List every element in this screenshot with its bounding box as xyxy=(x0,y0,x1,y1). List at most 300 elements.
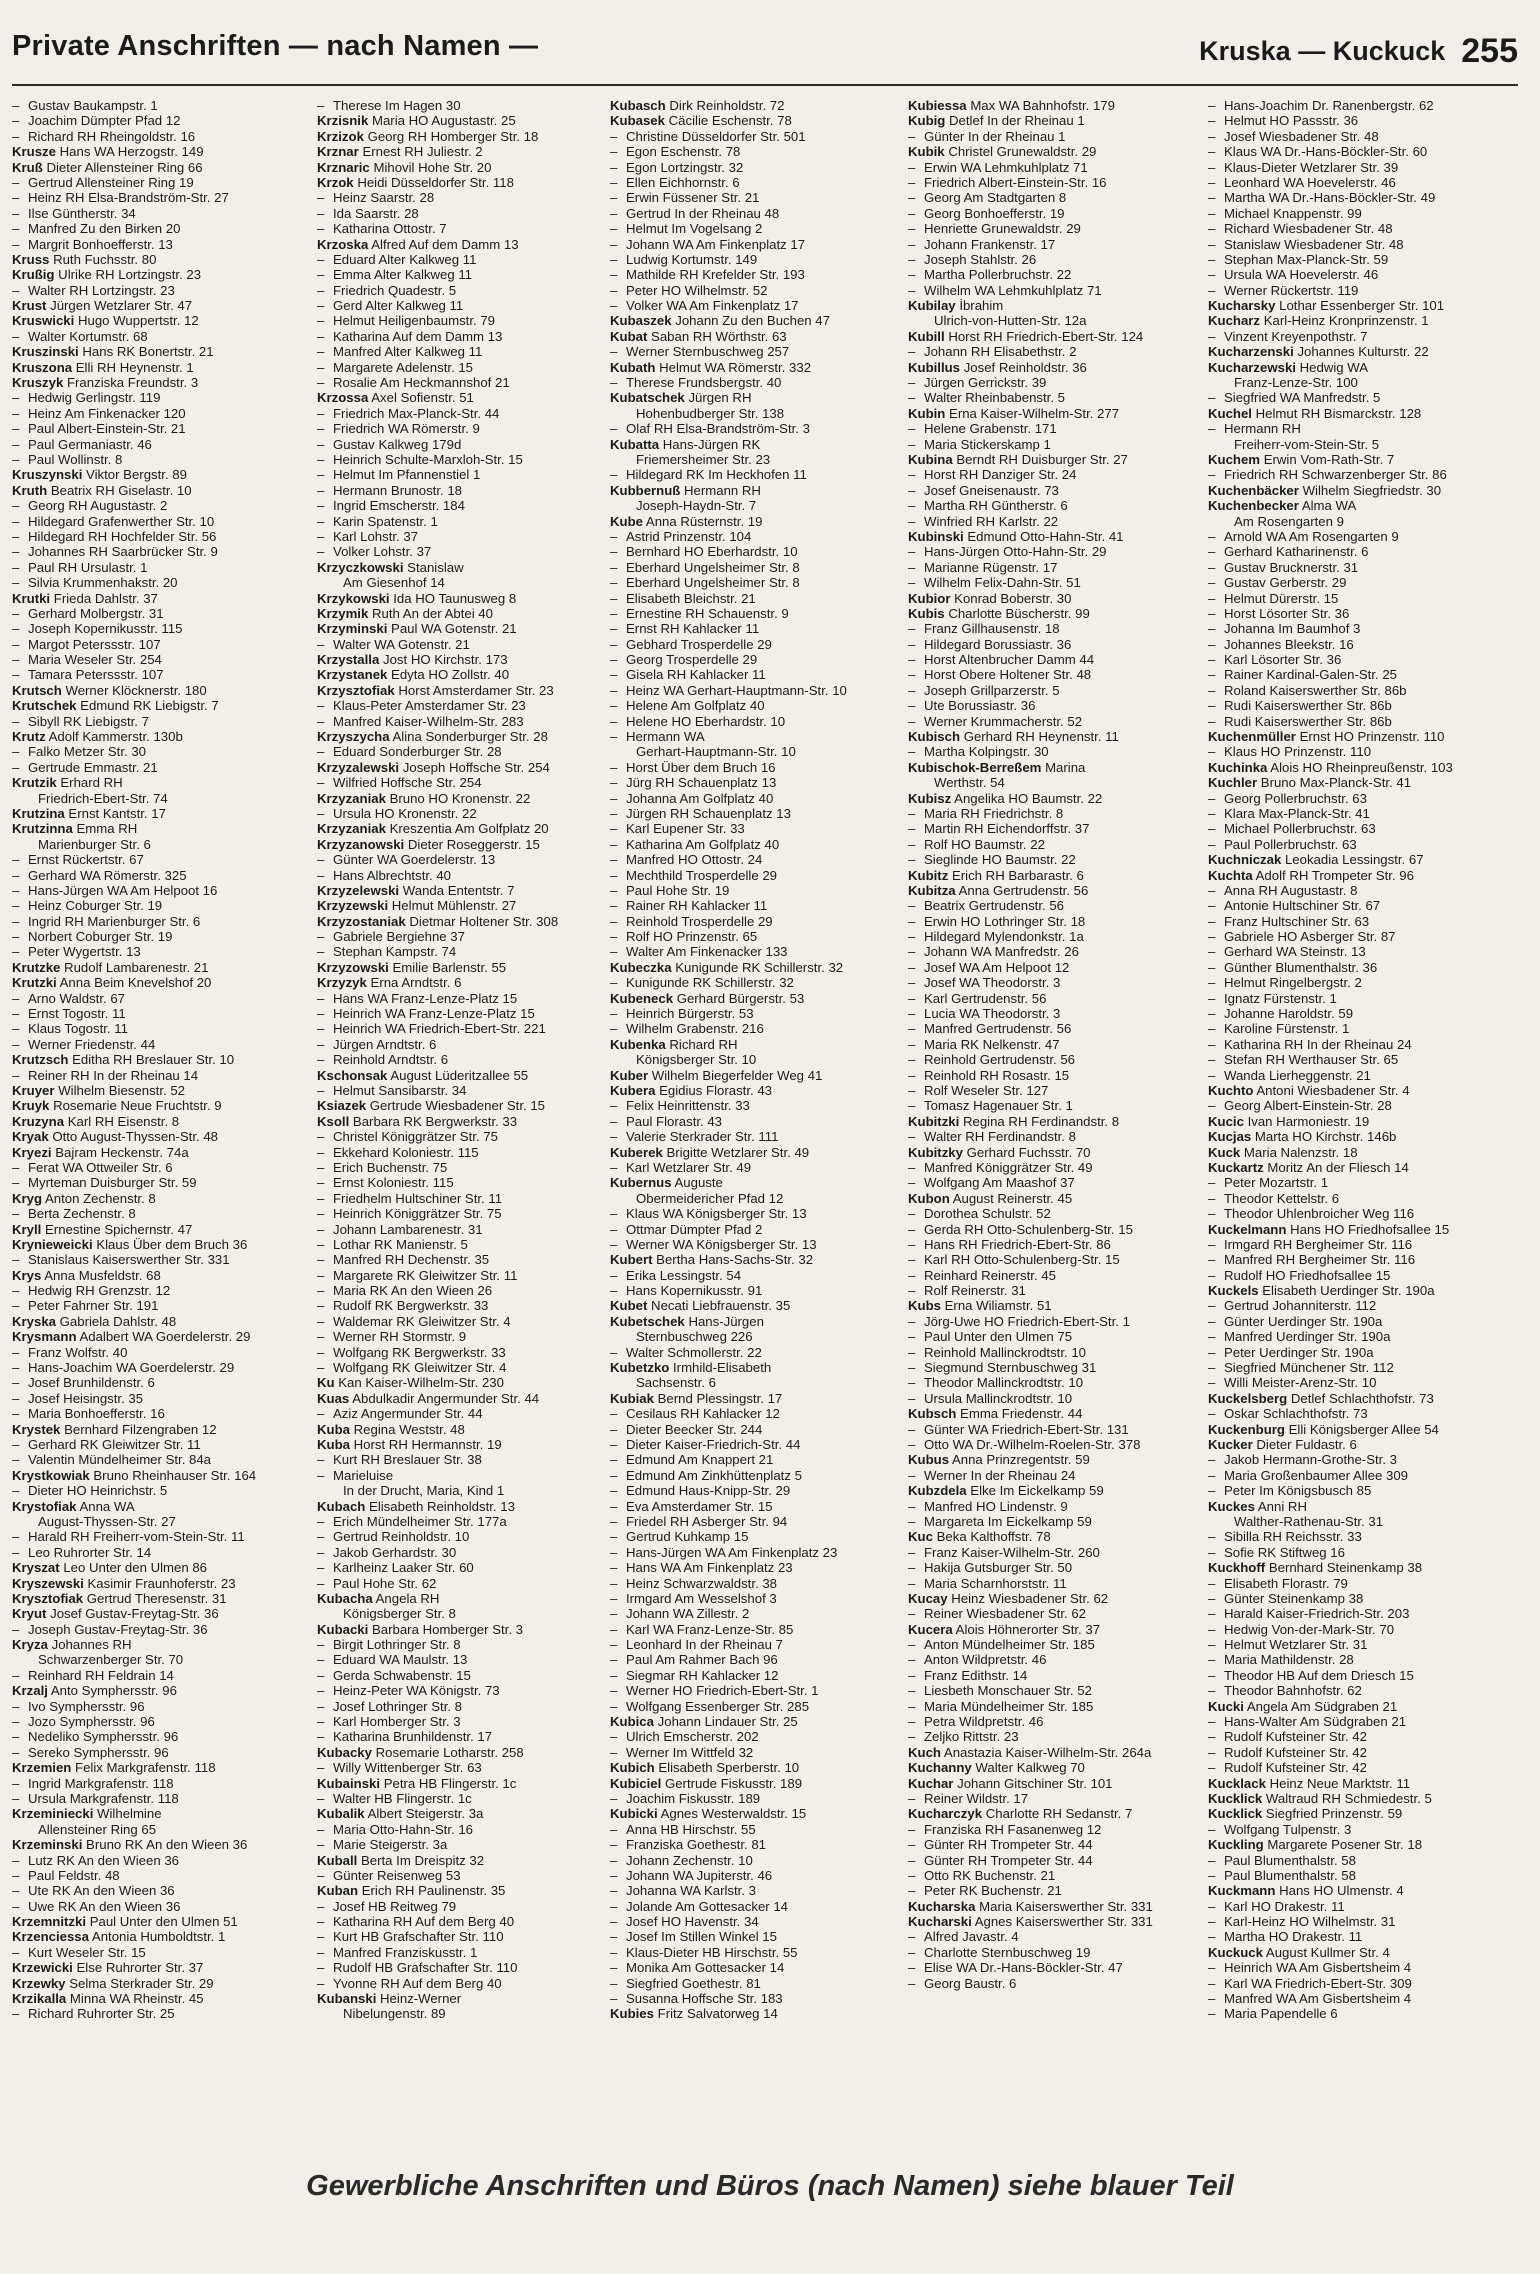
entry-text: Editha RH Breslauer Str. 10 xyxy=(72,1052,235,1068)
repeat-dash: – xyxy=(908,1360,916,1376)
repeat-dash: – xyxy=(1208,1529,1216,1545)
repeat-dash: – xyxy=(317,1360,325,1376)
entry-text: Silvia Krummenhakstr. 20 xyxy=(28,575,178,591)
entry-text: Dieter Roseggerstr. 15 xyxy=(407,836,540,852)
directory-entry xyxy=(1208,591,1498,606)
directory-entry xyxy=(908,1206,1198,1221)
entry-text: Jürgen Gerrickstr. 39 xyxy=(924,375,1047,391)
entry-text: Rosemarie Lotharstr. 258 xyxy=(375,1744,524,1760)
entry-text: Hedwig Gerlingstr. 119 xyxy=(28,390,161,406)
entry-text: Konrad Boberstr. 30 xyxy=(954,590,1072,606)
directory-entry xyxy=(317,344,607,359)
directory-entry xyxy=(610,1945,900,1960)
directory-entry xyxy=(1208,529,1498,544)
surname: Kuchel xyxy=(1208,405,1252,421)
entry-text: Katharina Auf dem Damm 13 xyxy=(333,328,503,344)
directory-entry xyxy=(908,514,1198,529)
repeat-dash: – xyxy=(1208,98,1216,113)
entry-text: Oskar Schlachthofstr. 73 xyxy=(1224,1406,1368,1422)
directory-entry-surname xyxy=(12,252,302,267)
entry-text: Georg Baustr. 6 xyxy=(924,1975,1017,1991)
repeat-dash: – xyxy=(1208,1298,1216,1314)
repeat-dash: – xyxy=(908,652,916,668)
entry-text: Karin Spatenstr. 1 xyxy=(333,513,438,529)
surname: Krzyzewski xyxy=(317,898,389,914)
directory-entry xyxy=(12,206,302,221)
entry-text: Anna Rüsternstr. 19 xyxy=(645,513,763,529)
surname: Krutzinna xyxy=(12,821,73,837)
repeat-dash: – xyxy=(610,1560,618,1576)
repeat-dash: – xyxy=(1208,1821,1216,1837)
surname: Krzyzyk xyxy=(317,975,367,991)
entry-text: Anton Wildpretstr. 46 xyxy=(924,1652,1047,1668)
repeat-dash: – xyxy=(317,375,325,391)
entry-text: Emma Alter Kalkweg 11 xyxy=(333,267,473,283)
entry-text: Friedrich Quadestr. 5 xyxy=(333,282,457,298)
repeat-dash: – xyxy=(908,1083,916,1098)
repeat-dash: – xyxy=(317,1529,325,1545)
repeat-dash: – xyxy=(317,1252,325,1268)
repeat-dash: – xyxy=(610,559,618,575)
directory-entry xyxy=(610,775,900,790)
surname: Kubalik xyxy=(317,1806,365,1822)
entry-text: Werner WA Königsberger Str. 13 xyxy=(626,1236,817,1252)
directory-entry xyxy=(610,283,900,298)
repeat-dash: – xyxy=(12,1790,20,1806)
entry-text: Rudi Kaiserswerther Str. 86b xyxy=(1224,698,1392,714)
page-number: 255 xyxy=(1461,32,1518,70)
repeat-dash: – xyxy=(1208,1098,1216,1114)
directory-entry-surname xyxy=(610,2006,900,2021)
directory-entry xyxy=(610,1483,900,1498)
directory-entry xyxy=(317,452,607,467)
entry-text: Reinhold Mallinckrodtstr. 10 xyxy=(924,1344,1086,1360)
surname: Krutzsch xyxy=(12,1052,69,1068)
directory-entry xyxy=(908,237,1198,252)
directory-entry xyxy=(1208,113,1498,128)
directory-entry xyxy=(12,1545,302,1560)
entry-text: August Reinerstr. 45 xyxy=(952,1190,1073,1206)
entry-text: Jost HO Kirchstr. 173 xyxy=(382,652,508,668)
entry-text: Erich Buchenstr. 75 xyxy=(333,1159,448,1175)
surname: Kuchem xyxy=(1208,451,1261,467)
entry-text: Petra HB Flingerstr. 1c xyxy=(383,1775,517,1791)
repeat-dash: – xyxy=(610,975,618,991)
directory-entry xyxy=(908,1314,1198,1329)
entry-text: Auguste xyxy=(674,1175,723,1191)
entry-text: Paul Feldstr. 48 xyxy=(28,1867,120,1883)
entry-text: Christel Grunewaldstr. 29 xyxy=(948,144,1097,160)
directory-entry xyxy=(12,452,302,467)
directory-entry-continuation xyxy=(12,1514,302,1529)
entry-text: Brigitte Wetzlarer Str. 49 xyxy=(666,1144,810,1160)
entry-text: Johann WA Jupiterstr. 46 xyxy=(626,1867,773,1883)
entry-text: Sofie RK Stiftweg 16 xyxy=(1224,1544,1345,1560)
directory-entry xyxy=(908,344,1198,359)
directory-entry-surname xyxy=(908,1406,1198,1421)
directory-entry xyxy=(908,1883,1198,1898)
directory-entry-surname xyxy=(610,390,900,405)
entry-text: Viktor Bergstr. 89 xyxy=(86,467,187,483)
entry-text: Peter Uerdinger Str. 190a xyxy=(1224,1344,1374,1360)
directory-entry xyxy=(908,221,1198,236)
entry-text: Else Ruhrorter Str. 37 xyxy=(76,1960,204,1976)
entry-text: Sibyll RK Liebigstr. 7 xyxy=(28,713,149,729)
repeat-dash: – xyxy=(12,1175,20,1191)
repeat-dash: – xyxy=(908,1236,916,1252)
directory-entry xyxy=(317,1729,607,1744)
repeat-dash: – xyxy=(317,1513,325,1529)
directory-entry xyxy=(1208,267,1498,282)
repeat-dash: – xyxy=(610,1236,618,1252)
surname: Ksoll xyxy=(317,1113,350,1129)
entry-text: Manfred HO Lindenstr. 9 xyxy=(924,1498,1068,1514)
surname: Kucki xyxy=(1208,1698,1244,1714)
repeat-dash: – xyxy=(1208,682,1216,698)
repeat-dash: – xyxy=(317,1760,325,1776)
directory-entry-surname xyxy=(610,437,900,452)
surname: Kubischok-Berreßem xyxy=(908,759,1042,775)
directory-entry xyxy=(610,1991,900,2006)
repeat-dash: – xyxy=(610,1498,618,1514)
repeat-dash: – xyxy=(317,1944,325,1960)
directory-entry-surname xyxy=(12,975,302,990)
directory-entry xyxy=(908,1699,1198,1714)
directory-entry-surname xyxy=(317,821,607,836)
entry-text: Friedhelm Hultschiner Str. 11 xyxy=(333,1190,503,1206)
surname: Kubicki xyxy=(610,1806,658,1822)
directory-entry xyxy=(1208,1853,1498,1868)
directory-entry xyxy=(317,1083,607,1098)
entry-text: Norbert Coburger Str. 19 xyxy=(28,929,173,945)
repeat-dash: – xyxy=(1208,236,1216,252)
surname: Kryszewski xyxy=(12,1575,84,1591)
entry-text: Josef HO Havenstr. 34 xyxy=(626,1914,759,1930)
surname: Kuckelmann xyxy=(1208,1221,1287,1237)
entry-text: Josef WA Am Helpoot 12 xyxy=(924,959,1070,975)
surname: Krzizok xyxy=(317,128,364,144)
directory-entry-surname xyxy=(317,791,607,806)
entry-text: Heinrich Königgrätzer Str. 75 xyxy=(333,1206,502,1222)
directory-entry xyxy=(1208,544,1498,559)
directory-entry-continuation xyxy=(1208,375,1498,390)
directory-entry-surname xyxy=(610,960,900,975)
directory-entry-surname xyxy=(1208,760,1498,775)
repeat-dash: – xyxy=(317,482,325,498)
directory-entry xyxy=(908,1098,1198,1113)
directory-entry xyxy=(317,744,607,759)
repeat-dash: – xyxy=(317,636,325,652)
directory-entry-surname xyxy=(610,1806,900,1821)
directory-entry xyxy=(1208,2006,1498,2021)
directory-entry-surname xyxy=(12,698,302,713)
repeat-dash: – xyxy=(908,282,916,298)
directory-entry-surname xyxy=(12,729,302,744)
directory-entry xyxy=(317,1298,607,1313)
repeat-dash: – xyxy=(12,1852,20,1868)
directory-entry-surname xyxy=(317,1391,607,1406)
repeat-dash: – xyxy=(610,1944,618,1960)
directory-entry-surname xyxy=(610,113,900,128)
entry-text: Heinz-Werner xyxy=(380,1991,462,2007)
directory-entry xyxy=(317,437,607,452)
surname: Krzyzanowski xyxy=(317,836,405,852)
entry-text: Ekkehard Koloniestr. 115 xyxy=(333,1144,479,1160)
entry-text: Roland Kaiserswerther Str. 86b xyxy=(1224,682,1407,698)
directory-entry-surname xyxy=(908,1298,1198,1313)
surname: Krutschek xyxy=(12,698,77,714)
entry-text: Ulrich-von-Hutten-Str. 12a xyxy=(934,313,1087,329)
entry-text: Jakob Hermann-Grothe-Str. 3 xyxy=(1224,1452,1397,1468)
surname: Kruyk xyxy=(12,1098,50,1114)
repeat-dash: – xyxy=(610,805,618,821)
surname: Krzysztofiak xyxy=(317,682,395,698)
entry-text: Nedeliko Symphersstr. 96 xyxy=(28,1729,179,1745)
entry-text: Wolfgang RK Bergwerkstr. 33 xyxy=(333,1344,506,1360)
directory-entry xyxy=(317,283,607,298)
directory-entry xyxy=(12,1021,302,1036)
entry-text: Henriette Grunewaldstr. 29 xyxy=(924,221,1081,237)
repeat-dash: – xyxy=(317,1575,325,1591)
entry-text: Harald RH Freiherr-vom-Stein-Str. 11 xyxy=(28,1529,245,1545)
entry-text: Hedwig RH Grenzstr. 12 xyxy=(28,1283,171,1299)
repeat-dash: – xyxy=(317,528,325,544)
repeat-dash: – xyxy=(610,298,618,314)
entry-text: Antoni Wiesbadener Str. 4 xyxy=(1256,1083,1410,1098)
entry-text: Gertrude Fiskusstr. 189 xyxy=(664,1775,803,1791)
repeat-dash: – xyxy=(12,1698,20,1714)
directory-entry xyxy=(1208,1545,1498,1560)
repeat-dash: – xyxy=(317,544,325,560)
entry-text: Reinhold Arndtstr. 6 xyxy=(333,1052,449,1068)
directory-entry-surname xyxy=(610,1037,900,1052)
repeat-dash: – xyxy=(610,1621,618,1637)
surname: Krzenciessa xyxy=(12,1929,89,1945)
entry-text: Hermann Brunostr. 18 xyxy=(333,482,463,498)
surname: Ku xyxy=(317,1375,335,1391)
directory-entry xyxy=(317,329,607,344)
directory-entry xyxy=(610,1976,900,1991)
entry-text: Gerhard Molbergstr. 31 xyxy=(28,605,164,621)
entry-text: Horst RH Danziger Str. 24 xyxy=(924,467,1077,483)
directory-entry-surname xyxy=(1208,1837,1498,1852)
entry-text: Erwin Vom-Rath-Str. 7 xyxy=(1263,451,1395,467)
entry-text: Therese Frundsbergstr. 40 xyxy=(626,375,782,391)
surname: Krzok xyxy=(317,174,354,190)
entry-text: Gustav Brucknerstr. 31 xyxy=(1224,559,1359,575)
directory-entry xyxy=(1208,1683,1498,1698)
directory-entry xyxy=(908,1052,1198,1067)
entry-text: Karl-Heinz Kronprinzenstr. 1 xyxy=(1263,313,1429,329)
repeat-dash: – xyxy=(610,1637,618,1653)
repeat-dash: – xyxy=(908,944,916,960)
entry-text: Ulrike RH Lortzingstr. 23 xyxy=(58,267,202,283)
directory-entry xyxy=(1208,1745,1498,1760)
entry-text: Otto WA Dr.-Wilhelm-Roelen-Str. 378 xyxy=(924,1436,1141,1452)
directory-entry xyxy=(317,544,607,559)
repeat-dash: – xyxy=(1208,698,1216,714)
directory-entry xyxy=(908,1945,1198,1960)
entry-text: Gerhard RK Gleiwitzer Str. 11 xyxy=(28,1436,201,1452)
entry-text: Birgit Lothringer Str. 8 xyxy=(333,1637,461,1653)
repeat-dash: – xyxy=(317,744,325,760)
surname: Krust xyxy=(12,298,47,314)
repeat-dash: – xyxy=(12,1067,20,1083)
directory-entry xyxy=(610,1468,900,1483)
repeat-dash: – xyxy=(317,298,325,314)
repeat-dash: – xyxy=(908,805,916,821)
directory-entry-surname xyxy=(1208,360,1498,375)
repeat-dash: – xyxy=(317,467,325,483)
directory-entry xyxy=(1208,252,1498,267)
entry-text: Martin RH Eichendorffstr. 37 xyxy=(924,821,1090,837)
entry-text: Edmund Am Knappert 21 xyxy=(626,1452,774,1468)
directory-entry-surname xyxy=(317,621,607,636)
entry-text: Peter Fahrner Str. 191 xyxy=(28,1298,159,1314)
entry-text: Karl-Heinz HO Wilhelmstr. 31 xyxy=(1224,1914,1396,1930)
repeat-dash: – xyxy=(610,421,618,437)
directory-entry xyxy=(908,483,1198,498)
directory-entry-surname xyxy=(610,1714,900,1729)
surname: Kuas xyxy=(317,1390,350,1406)
repeat-dash: – xyxy=(908,682,916,698)
repeat-dash: – xyxy=(317,852,325,868)
repeat-dash: – xyxy=(908,1329,916,1345)
directory-entry xyxy=(317,1529,607,1544)
repeat-dash: – xyxy=(1208,1360,1216,1376)
repeat-dash: – xyxy=(908,205,916,221)
entry-text: Johann Zechenstr. 10 xyxy=(626,1852,753,1868)
entry-text: Ludwig Kortumstr. 149 xyxy=(626,251,758,267)
entry-text: Tamara Peterssstr. 107 xyxy=(28,667,164,683)
entry-text: Jürgen RH Schauenplatz 13 xyxy=(626,805,791,821)
directory-entry xyxy=(610,1637,900,1652)
directory-entry xyxy=(1208,1329,1498,1344)
directory-entry-surname xyxy=(12,1837,302,1852)
surname: Kubisch xyxy=(908,729,961,745)
repeat-dash: – xyxy=(610,1929,618,1945)
entry-text: Jolande Am Gottesacker 14 xyxy=(626,1898,789,1914)
repeat-dash: – xyxy=(610,1914,618,1930)
repeat-dash: – xyxy=(908,1698,916,1714)
repeat-dash: – xyxy=(317,1667,325,1683)
directory-entry xyxy=(12,560,302,575)
directory-entry-continuation xyxy=(12,1652,302,1667)
entry-text: Günter RH Trompeter Str. 44 xyxy=(924,1852,1093,1868)
surname: Kryszat xyxy=(12,1560,60,1576)
directory-entry xyxy=(908,190,1198,205)
surname: Kucjas xyxy=(1208,1129,1252,1145)
repeat-dash: – xyxy=(1208,390,1216,406)
repeat-dash: – xyxy=(12,759,20,775)
directory-entry-surname xyxy=(1208,1791,1498,1806)
directory-entry xyxy=(12,1899,302,1914)
directory-entry xyxy=(610,898,900,913)
entry-text: Ingrid Markgrafenstr. 118 xyxy=(28,1775,174,1791)
directory-entry-surname xyxy=(610,360,900,375)
directory-entry xyxy=(1208,667,1498,682)
entry-text: Helmut Sansibarstr. 34 xyxy=(333,1083,467,1098)
directory-entry xyxy=(908,1021,1198,1036)
directory-entry xyxy=(610,267,900,282)
directory-entry-surname xyxy=(317,1622,607,1637)
repeat-dash: – xyxy=(317,698,325,714)
repeat-dash: – xyxy=(610,667,618,683)
repeat-dash: – xyxy=(317,1298,325,1314)
entry-text: Karl RH Eisenstr. 8 xyxy=(67,1113,180,1129)
repeat-dash: – xyxy=(610,1837,618,1853)
directory-entry xyxy=(1208,606,1498,621)
repeat-dash: – xyxy=(12,421,20,437)
directory-entry xyxy=(1208,1529,1498,1544)
entry-text: Rudolf HO Friedhofsallee 15 xyxy=(1224,1267,1391,1283)
repeat-dash: – xyxy=(1208,1744,1216,1760)
entry-text: Richard RH Rheingoldstr. 16 xyxy=(28,128,196,144)
directory-entry xyxy=(317,991,607,1006)
directory-entry xyxy=(12,606,302,621)
repeat-dash: – xyxy=(1208,1975,1216,1991)
entry-text: Karl Gertrudenstr. 56 xyxy=(924,990,1047,1006)
repeat-dash: – xyxy=(908,128,916,144)
directory-entry xyxy=(610,467,900,482)
directory-entry-surname xyxy=(12,1976,302,1991)
directory-entry xyxy=(317,1145,607,1160)
repeat-dash: – xyxy=(317,1914,325,1930)
entry-text: Sereko Symphersstr. 96 xyxy=(28,1744,169,1760)
directory-entry xyxy=(12,1529,302,1544)
directory-entry-surname xyxy=(908,791,1198,806)
repeat-dash: – xyxy=(908,344,916,360)
entry-text: Katharina Am Golfplatz 40 xyxy=(626,836,780,852)
entry-text: Eberhard Ungelsheimer Str. 8 xyxy=(626,559,800,575)
entry-text: Detlef In der Rheinau 1 xyxy=(949,113,1085,129)
entry-text: Alois Höhnerorter Str. 37 xyxy=(955,1621,1101,1637)
repeat-dash: – xyxy=(12,236,20,252)
directory-entry xyxy=(317,1929,607,1944)
directory-entry-surname xyxy=(908,1145,1198,1160)
entry-text: Walter Kortumstr. 68 xyxy=(28,328,148,344)
directory-entry xyxy=(908,898,1198,913)
directory-entry xyxy=(610,1576,900,1591)
directory-entry xyxy=(12,1622,302,1637)
repeat-dash: – xyxy=(12,513,20,529)
entry-text: Anna RH Augustastr. 8 xyxy=(1224,882,1358,898)
surname: Krzalj xyxy=(12,1683,48,1699)
repeat-dash: – xyxy=(1208,1898,1216,1914)
entry-text: Gerhard Bürgerstr. 53 xyxy=(676,990,805,1006)
entry-text: Walter HB Flingerstr. 1c xyxy=(333,1790,472,1806)
entry-text: Jakob Gerhardstr. 30 xyxy=(333,1544,457,1560)
directory-entry-surname xyxy=(12,1422,302,1437)
repeat-dash: – xyxy=(1208,1190,1216,1206)
repeat-dash: – xyxy=(317,1821,325,1837)
directory-entry xyxy=(610,1560,900,1575)
repeat-dash: – xyxy=(610,1790,618,1806)
repeat-dash: – xyxy=(1208,1683,1216,1699)
directory-entry xyxy=(610,1729,900,1744)
entry-text: Karlheinz Laaker Str. 60 xyxy=(333,1560,474,1576)
directory-entry xyxy=(1208,1345,1498,1360)
repeat-dash: – xyxy=(317,313,325,329)
page-header xyxy=(12,26,1518,86)
repeat-dash: – xyxy=(1208,667,1216,683)
directory-entry xyxy=(1208,1268,1498,1283)
entry-text: Walter RH Lortzingstr. 23 xyxy=(28,282,175,298)
directory-entry-continuation xyxy=(610,744,900,759)
directory-entry xyxy=(1208,1237,1498,1252)
entry-text: Lutz RK An den Wieen 36 xyxy=(28,1852,180,1868)
directory-entry xyxy=(908,1329,1198,1344)
